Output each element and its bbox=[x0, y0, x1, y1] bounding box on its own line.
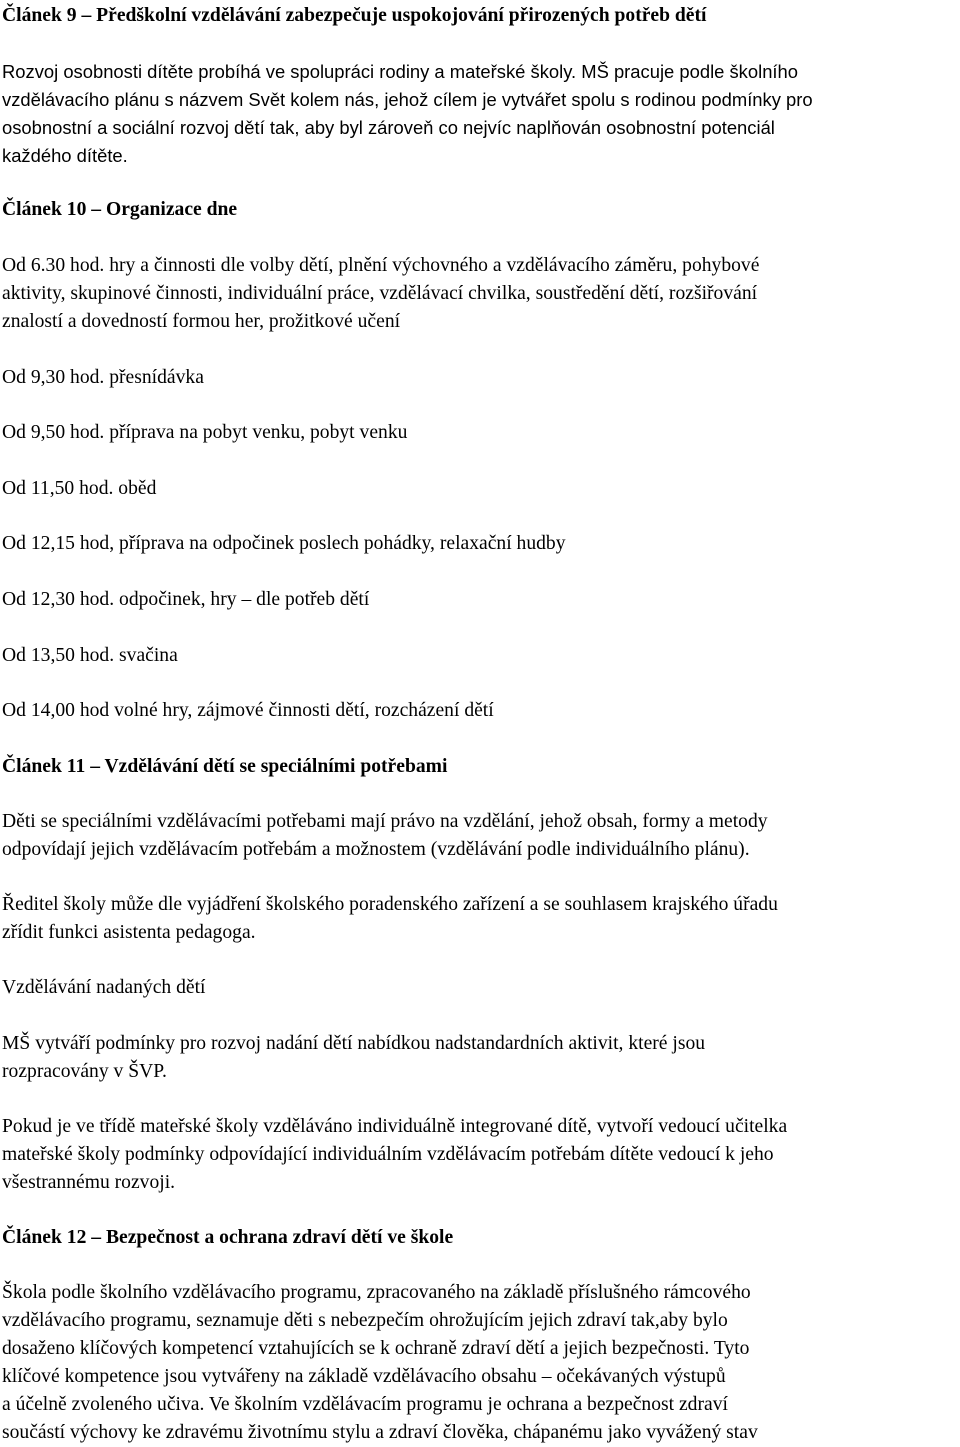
paragraph-line: rozpracovány v ŠVP. bbox=[2, 1061, 167, 1082]
paragraph-line: MŠ vytváří podmínky pro rozvoj nadání dětí nabídkou nadstandardních aktivit, které jsou bbox=[2, 1033, 706, 1054]
paragraph-line: mateřské školy podmínky odpovídající individuálním vzdělávacím potřebám dítěte vedoucí k jeho bbox=[2, 1144, 774, 1165]
paragraph-line: každého dítěte. bbox=[2, 145, 128, 166]
schedule-item: Od 9,50 hod. příprava na pobyt venku, pobyt venku bbox=[2, 422, 408, 443]
paragraph-line: dosaženo klíčových kompetencí vztahujících se k ochraně zdraví dětí a jejich bezpečnosti. Tyto bbox=[2, 1338, 750, 1359]
paragraph-line: vzdělávacího plánu s názvem Svět kolem nás, jehož cílem je vytvářet spolu s rodinou podmínky pro bbox=[2, 89, 813, 110]
article-10-heading: Článek 10 – Organizace dne bbox=[2, 199, 238, 220]
paragraph-line: Děti se speciálními vzdělávacími potřebami mají právo na vzdělání, jehož obsah, formy a metody bbox=[2, 811, 768, 832]
paragraph-line: součástí výchovy ke zdravému životnímu stylu a zdraví člověka, chápanému jako vyvážený stav bbox=[2, 1422, 758, 1443]
paragraph-line: Od 6.30 hod. hry a činnosti dle volby dětí, plnění výchovného a vzdělávacího záměru, pohybové bbox=[2, 255, 760, 276]
paragraph-line: osobnostní a sociální rozvoj dětí tak, aby byl zároveň co nejvíc naplňován osobnostní potenciál bbox=[2, 117, 775, 138]
paragraph-line: zřídit funkci asistenta pedagoga. bbox=[2, 922, 256, 943]
schedule-item: Od 12,15 hod, příprava na odpočinek poslech pohádky, relaxační hudby bbox=[2, 533, 566, 554]
schedule-item: Od 14,00 hod volné hry, zájmové činnosti dětí, rozcházení dětí bbox=[2, 700, 494, 721]
schedule-item: Od 12,30 hod. odpočinek, hry – dle potřeb dětí bbox=[2, 589, 370, 610]
article-9-paragraph bbox=[2, 58, 958, 170]
paragraph-line: Rozvoj osobnosti dítěte probíhá ve spolupráci rodiny a mateřské školy. MŠ pracuje podle školního bbox=[2, 61, 798, 82]
schedule-item: Od 9,30 hod. přesnídávka bbox=[2, 367, 204, 388]
gifted-children-subheading: Vzdělávání nadaných dětí bbox=[2, 977, 206, 998]
article-10-intro bbox=[2, 252, 958, 336]
article-11-paragraph-1 bbox=[2, 808, 958, 864]
paragraph-line: Pokud je ve třídě mateřské školy vzděláváno individuálně integrované dítě, vytvoří vedoucí učitelka bbox=[2, 1116, 788, 1137]
paragraph-line: Ředitel školy může dle vyjádření školského poradenského zařízení a se souhlasem krajského úřadu bbox=[2, 894, 778, 915]
paragraph-line: Škola podle školního vzdělávacího programu, zpracovaného na základě příslušného rámcového bbox=[2, 1282, 751, 1303]
paragraph-line: odpovídají jejich vzdělávacím potřebám a možnostem (vzdělávání podle individuálního plánu). bbox=[2, 839, 750, 860]
article-11-heading: Článek 11 – Vzdělávání dětí se speciálními potřebami bbox=[2, 756, 448, 777]
paragraph-line: vzdělávacího programu, seznamuje děti s nebezpečím ohrožujícím jejich zdraví tak,aby bylo bbox=[2, 1310, 728, 1331]
article-11-paragraph-3 bbox=[2, 1030, 958, 1086]
article-11-paragraph-2 bbox=[2, 891, 958, 947]
article-11-paragraph-4 bbox=[2, 1113, 958, 1197]
paragraph-line: všestrannému rozvoji. bbox=[2, 1172, 176, 1193]
paragraph-line: a účelně zvoleného učiva. Ve školním vzdělávacím programu je ochrana a bezpečnost zdraví bbox=[2, 1394, 728, 1415]
paragraph-line: znalostí a dovedností formou her, prožitkové učení bbox=[2, 311, 401, 332]
article-9-heading: Článek 9 – Předškolní vzdělávání zabezpečuje uspokojování přirozených potřeb dětí bbox=[2, 5, 707, 26]
article-12-paragraph bbox=[2, 1279, 958, 1447]
schedule-item: Od 11,50 hod. oběd bbox=[2, 478, 157, 499]
paragraph-line: klíčové kompetence jsou vytvářeny na základě vzdělávacího obsahu – očekávaných výstupů bbox=[2, 1366, 726, 1387]
article-12-heading: Článek 12 – Bezpečnost a ochrana zdraví dětí ve škole bbox=[2, 1227, 454, 1248]
paragraph-line: aktivity, skupinové činnosti, individuální práce, vzdělávací chvilka, soustředění dětí, rozšiřování bbox=[2, 283, 758, 304]
schedule-item: Od 13,50 hod. svačina bbox=[2, 645, 178, 666]
